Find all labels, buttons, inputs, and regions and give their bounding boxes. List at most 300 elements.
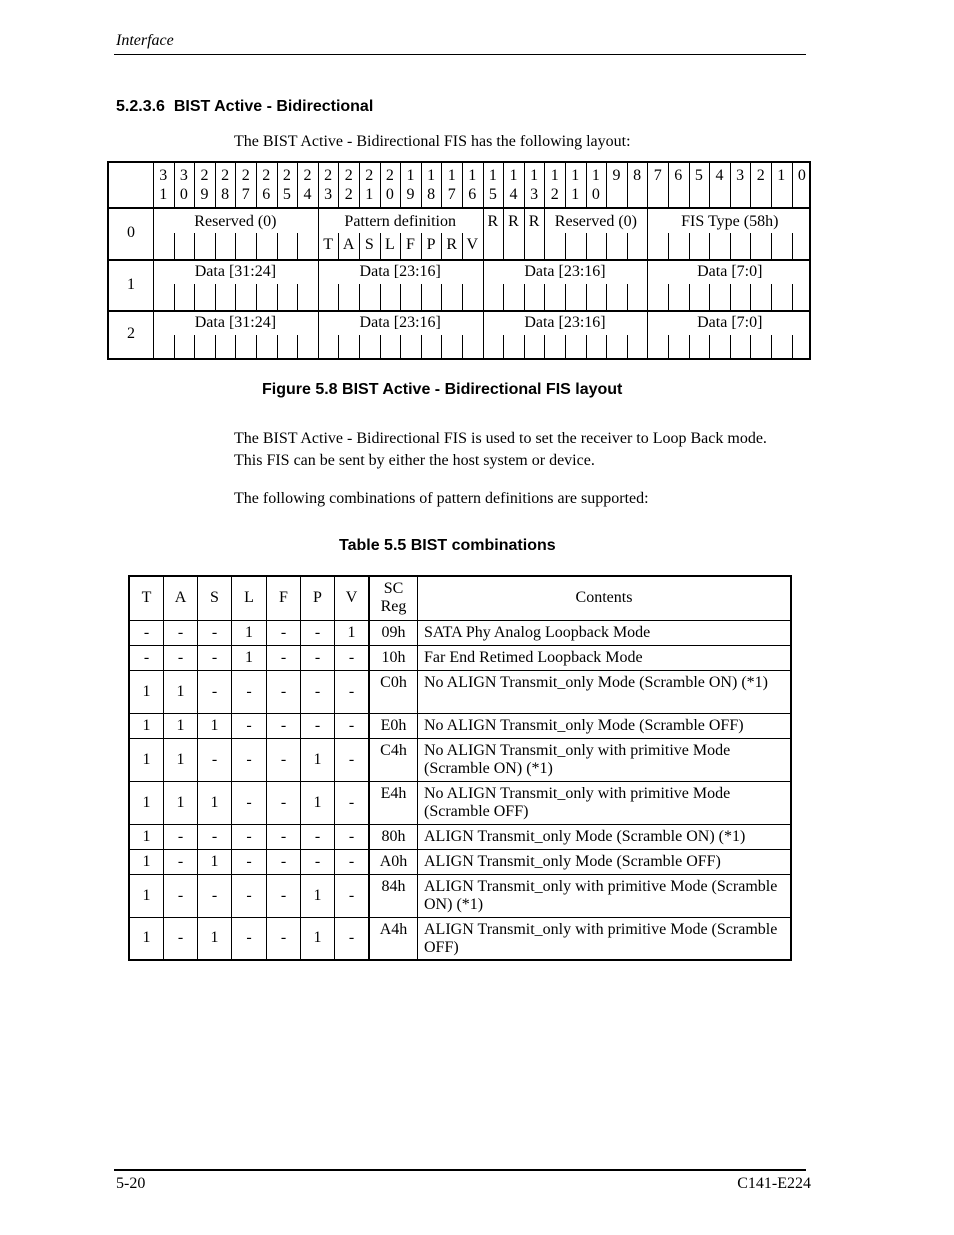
bit-tick xyxy=(689,284,690,310)
bit-tick xyxy=(627,335,628,358)
cell-s: 1 xyxy=(198,781,232,824)
bit-digit: 6 xyxy=(674,167,683,184)
dword-label: 1 xyxy=(127,275,135,293)
bit-number xyxy=(709,166,730,185)
bit-tick xyxy=(359,284,360,310)
bit-number xyxy=(524,166,545,204)
bit-tick xyxy=(215,233,216,259)
cell-v: - xyxy=(335,645,370,670)
bit-tick xyxy=(606,335,607,358)
cell-t: 1 xyxy=(129,781,164,824)
bit-column-line xyxy=(421,163,422,207)
bit-tick xyxy=(359,233,360,259)
bit-column-line xyxy=(462,163,463,207)
cell-a: 1 xyxy=(164,713,198,738)
bit-tick xyxy=(297,335,298,358)
bit-tick xyxy=(174,284,175,310)
bit-tick xyxy=(627,284,628,310)
bit-tick xyxy=(297,284,298,310)
field-data: Data [31:24] xyxy=(194,263,277,280)
bit-digit: 7 xyxy=(241,186,250,203)
cell-f: - xyxy=(267,670,301,713)
pattern-bit: P xyxy=(426,236,436,253)
cell-sc-reg: A4h xyxy=(369,917,418,960)
bit-number xyxy=(277,166,298,204)
bit-digit: 9 xyxy=(612,167,621,184)
pattern-bit: L xyxy=(385,236,395,253)
bit-digit: 2 xyxy=(756,167,765,184)
bit-column-line xyxy=(256,163,257,207)
bit-digit: 1 xyxy=(591,167,600,184)
cell-a: - xyxy=(164,849,198,874)
bit-tick xyxy=(730,335,731,358)
cell-l: - xyxy=(232,670,267,713)
bit-tick xyxy=(709,233,710,259)
section-heading xyxy=(116,98,373,116)
cell-p: - xyxy=(301,713,335,738)
bit-number xyxy=(586,166,607,204)
cell-v: - xyxy=(335,713,370,738)
field-data: Data [23:16] xyxy=(524,314,606,331)
bit-column-line xyxy=(277,163,278,207)
cell-l: - xyxy=(232,738,267,781)
field-reserved-low: Reserved (0) xyxy=(554,213,637,230)
cell-sc-reg: 84h xyxy=(369,874,418,917)
bit-tick xyxy=(174,335,175,358)
bit-tick xyxy=(668,284,669,310)
pattern-bit: A xyxy=(342,236,355,253)
bit-digit: 8 xyxy=(221,186,230,203)
bit-digit: 2 xyxy=(324,167,333,184)
cell-a: - xyxy=(164,645,198,670)
bit-tick xyxy=(359,335,360,358)
bit-column-line xyxy=(503,207,504,259)
section-number: 5.2.3.6 xyxy=(116,98,165,115)
bit-digit: 1 xyxy=(530,167,539,184)
bit-number xyxy=(318,166,339,204)
bit-tick xyxy=(174,233,175,259)
bit-digit: 1 xyxy=(365,186,374,203)
cell-t: 1 xyxy=(129,670,164,713)
bit-tick xyxy=(235,233,236,259)
field-data: Data [23:16] xyxy=(524,263,606,280)
bit-tick xyxy=(586,233,587,259)
bit-number xyxy=(153,166,174,204)
bit-column-line xyxy=(235,163,236,207)
bit-tick xyxy=(565,233,566,259)
cell-f: - xyxy=(267,874,301,917)
running-header: Interface xyxy=(116,32,174,49)
bit-digit: 2 xyxy=(221,167,230,184)
field-data: Data [23:16] xyxy=(359,263,441,280)
bit-tick xyxy=(750,284,751,310)
table-row xyxy=(129,849,791,874)
bit-tick xyxy=(792,233,793,259)
cell-p: 1 xyxy=(301,874,335,917)
cell-contents: No ALIGN Transmit_only Mode (Scramble OFF) xyxy=(418,713,792,738)
bit-tick xyxy=(441,233,442,259)
bit-digit: 5 xyxy=(282,186,291,203)
bit-tick xyxy=(277,335,278,358)
cell-p: 1 xyxy=(301,738,335,781)
cell-contents: SATA Phy Analog Loopback Mode xyxy=(418,620,792,645)
cell-l: - xyxy=(232,824,267,849)
cell-t: 1 xyxy=(129,824,164,849)
cell-v: - xyxy=(335,670,370,713)
bit-column-line xyxy=(730,163,731,207)
bit-tick xyxy=(730,284,731,310)
table-caption: Table 5.5 BIST combinations xyxy=(339,537,556,554)
bit-tick xyxy=(380,284,381,310)
header-l: L xyxy=(232,576,267,620)
bit-digit: 1 xyxy=(427,167,436,184)
bit-digit: 4 xyxy=(715,167,724,184)
cell-s: 1 xyxy=(198,713,232,738)
field-reserved-high: Reserved (0) xyxy=(194,213,277,230)
header-a: A xyxy=(164,576,198,620)
bit-number xyxy=(647,166,668,185)
row-divider xyxy=(109,259,809,261)
bit-tick xyxy=(462,284,463,310)
pattern-bit: T xyxy=(323,236,333,253)
bit-tick xyxy=(297,233,298,259)
cell-contents: No ALIGN Transmit_only with primitive Mode (Scramble OFF) xyxy=(418,781,792,824)
bit-column-line xyxy=(647,163,648,207)
bit-column-line xyxy=(586,163,587,207)
bit-number xyxy=(400,166,421,204)
cell-s: - xyxy=(198,645,232,670)
row-divider xyxy=(109,207,809,209)
cell-a: - xyxy=(164,917,198,960)
bit-tick xyxy=(709,335,710,358)
cell-contents: ALIGN Transmit_only Mode (Scramble OFF) xyxy=(418,849,792,874)
bit-number xyxy=(668,166,689,185)
header-sc-reg-text: SC Reg xyxy=(380,580,407,616)
bit-column-line xyxy=(441,163,442,207)
bit-digit: 7 xyxy=(653,167,662,184)
bit-digit: 3 xyxy=(324,186,333,203)
field-r-bit: R xyxy=(487,213,499,230)
bit-digit: 4 xyxy=(303,186,312,203)
cell-l: - xyxy=(232,917,267,960)
field-data: Data [7:0] xyxy=(697,314,763,331)
cell-a: 1 xyxy=(164,738,198,781)
bit-tick xyxy=(462,335,463,358)
cell-contents: ALIGN Transmit_only with primitive Mode (Scramble OFF) xyxy=(418,917,792,960)
cell-t: 1 xyxy=(129,917,164,960)
cell-t: 1 xyxy=(129,713,164,738)
cell-f: - xyxy=(267,620,301,645)
bit-digit: 1 xyxy=(571,186,580,203)
bit-column-line xyxy=(503,163,504,207)
bist-combinations-table xyxy=(128,575,792,961)
bit-tick xyxy=(380,335,381,358)
header-t: T xyxy=(129,576,164,620)
bit-digit: 2 xyxy=(344,186,353,203)
paragraph-description: The BIST Active - Bidirectional FIS is used to set the receiver to Loop Back mode. This FIS can be sent by either the host system or device. xyxy=(234,430,767,469)
bit-number xyxy=(235,166,256,204)
bit-tick xyxy=(338,284,339,310)
cell-f: - xyxy=(267,645,301,670)
paragraph-combinations: The following combinations of pattern definitions are supported: xyxy=(234,490,649,507)
bit-column-line xyxy=(338,163,339,207)
header-contents: Contents xyxy=(418,576,792,620)
cell-s: - xyxy=(198,738,232,781)
field-fis-type: FIS Type (58h) xyxy=(681,213,779,230)
bit-tick xyxy=(606,284,607,310)
table-row xyxy=(129,917,791,960)
cell-p: 1 xyxy=(301,917,335,960)
bit-digit: 3 xyxy=(179,167,188,184)
field-r-bit: R xyxy=(528,213,540,230)
cell-p: 1 xyxy=(301,781,335,824)
bit-number xyxy=(792,166,813,185)
field-pattern-definition: Pattern definition xyxy=(344,213,456,230)
bit-tick xyxy=(421,233,422,259)
fis-layout-diagram xyxy=(107,161,811,360)
table-row xyxy=(129,738,791,781)
bit-digit: 0 xyxy=(385,186,394,203)
bit-column-line xyxy=(215,163,216,207)
bit-digit: 5 xyxy=(694,167,703,184)
bit-tick xyxy=(792,284,793,310)
bit-tick xyxy=(194,284,195,310)
cell-t: - xyxy=(129,645,164,670)
bit-number xyxy=(380,166,401,204)
cell-l: 1 xyxy=(232,645,267,670)
bit-digit: 1 xyxy=(777,167,786,184)
bit-number xyxy=(421,166,442,204)
cell-contents: ALIGN Transmit_only Mode (Scramble ON) (*1) xyxy=(418,824,792,849)
bit-digit: 2 xyxy=(262,167,271,184)
table-row xyxy=(129,713,791,738)
bit-digit: 1 xyxy=(468,167,477,184)
header-f: F xyxy=(267,576,301,620)
table-header-row xyxy=(129,576,791,620)
bit-tick xyxy=(256,233,257,259)
bit-column-line xyxy=(565,163,566,207)
cell-f: - xyxy=(267,781,301,824)
pattern-bit: F xyxy=(406,236,415,253)
bit-digit: 8 xyxy=(427,186,436,203)
bit-tick xyxy=(441,284,442,310)
bit-tick xyxy=(689,233,690,259)
cell-sc-reg: C0h xyxy=(369,670,418,713)
bit-tick xyxy=(771,335,772,358)
cell-a: 1 xyxy=(164,781,198,824)
bit-number xyxy=(689,166,710,185)
bit-digit: 3 xyxy=(530,186,539,203)
bit-column-line xyxy=(359,163,360,207)
bit-digit: 2 xyxy=(550,186,559,203)
cell-contents: No ALIGN Transmit_only with primitive Mode (Scramble ON) (*1) xyxy=(418,738,792,781)
footer-rule xyxy=(114,1169,806,1171)
bit-digit: 0 xyxy=(179,186,188,203)
header-v: V xyxy=(335,576,370,620)
bit-tick xyxy=(215,335,216,358)
cell-f: - xyxy=(267,738,301,781)
cell-sc-reg: E0h xyxy=(369,713,418,738)
bit-digit: 8 xyxy=(633,167,642,184)
bit-tick xyxy=(771,233,772,259)
page-number: 5-20 xyxy=(116,1175,146,1192)
bit-tick xyxy=(215,284,216,310)
cell-v: - xyxy=(335,874,370,917)
bit-digit: 3 xyxy=(736,167,745,184)
pattern-bit: S xyxy=(364,236,374,253)
cell-p: - xyxy=(301,849,335,874)
bit-column-line xyxy=(174,163,175,207)
cell-l: - xyxy=(232,849,267,874)
bit-column-line xyxy=(771,163,772,207)
bit-tick xyxy=(524,335,525,358)
bit-tick xyxy=(441,335,442,358)
field-data: Data [7:0] xyxy=(697,263,763,280)
bit-tick xyxy=(380,233,381,259)
cell-s: - xyxy=(198,620,232,645)
bit-digit: 2 xyxy=(365,167,374,184)
cell-f: - xyxy=(267,713,301,738)
bit-column-line xyxy=(606,163,607,207)
bit-column-line xyxy=(194,163,195,207)
intro-text: The BIST Active - Bidirectional FIS has the following layout: xyxy=(234,133,631,150)
row-divider xyxy=(109,310,809,312)
bit-digit: 6 xyxy=(468,186,477,203)
dword-label: 2 xyxy=(127,325,135,342)
cell-l: - xyxy=(232,713,267,738)
bit-tick xyxy=(400,233,401,259)
cell-f: - xyxy=(267,849,301,874)
cell-sc-reg: E4h xyxy=(369,781,418,824)
bit-tick xyxy=(750,233,751,259)
bit-tick xyxy=(194,233,195,259)
cell-sc-reg: 09h xyxy=(369,620,418,645)
bit-digit: 2 xyxy=(385,167,394,184)
bit-digit: 1 xyxy=(488,167,497,184)
cell-p: - xyxy=(301,620,335,645)
bit-column-line xyxy=(524,207,525,259)
bit-tick xyxy=(709,284,710,310)
bit-column-line xyxy=(318,163,319,207)
bit-tick xyxy=(235,284,236,310)
document-id: C141-E224 xyxy=(737,1175,811,1192)
bit-number xyxy=(483,166,504,204)
cell-f: - xyxy=(267,824,301,849)
cell-v: - xyxy=(335,781,370,824)
field-data: Data [31:24] xyxy=(194,314,277,331)
cell-sc-reg: A0h xyxy=(369,849,418,874)
cell-v: - xyxy=(335,849,370,874)
cell-sc-reg: 80h xyxy=(369,824,418,849)
cell-s: - xyxy=(198,874,232,917)
bit-digit: 1 xyxy=(550,167,559,184)
cell-s: - xyxy=(198,824,232,849)
bit-tick xyxy=(503,284,504,310)
cell-v: - xyxy=(335,824,370,849)
bit-tick xyxy=(565,335,566,358)
bit-column-line xyxy=(668,163,669,207)
bit-number xyxy=(297,166,318,204)
cell-t: 1 xyxy=(129,874,164,917)
cell-v: 1 xyxy=(335,620,370,645)
bit-number xyxy=(503,166,524,204)
bit-column-line xyxy=(380,163,381,207)
bit-tick xyxy=(524,284,525,310)
cell-s: - xyxy=(198,670,232,713)
bit-number xyxy=(730,166,751,185)
bit-tick xyxy=(565,284,566,310)
bit-digit: 2 xyxy=(241,167,250,184)
bit-number xyxy=(462,166,483,204)
field-data: Data [23:16] xyxy=(359,314,441,331)
bit-tick xyxy=(544,284,545,310)
bit-number xyxy=(338,166,359,204)
bit-tick xyxy=(792,335,793,358)
bit-column-line xyxy=(297,163,298,207)
bit-column-line xyxy=(689,163,690,207)
bit-digit: 2 xyxy=(282,167,291,184)
bit-digit: 1 xyxy=(509,167,518,184)
bit-tick xyxy=(194,335,195,358)
bit-tick xyxy=(668,335,669,358)
cell-s: 1 xyxy=(198,917,232,960)
bit-tick xyxy=(627,233,628,259)
bit-column-line xyxy=(400,163,401,207)
bit-tick xyxy=(668,233,669,259)
bit-number xyxy=(606,166,627,185)
bit-tick xyxy=(400,335,401,358)
bit-tick xyxy=(421,284,422,310)
bit-number xyxy=(627,166,648,185)
bit-digit: 9 xyxy=(200,186,209,203)
bit-digit: 4 xyxy=(509,186,518,203)
cell-sc-reg: C4h xyxy=(369,738,418,781)
bit-column-line xyxy=(544,163,545,207)
bit-digit: 2 xyxy=(200,167,209,184)
cell-p: - xyxy=(301,645,335,670)
bit-digit: 1 xyxy=(406,167,415,184)
cell-contents: No ALIGN Transmit_only Mode (Scramble ON) (*1) xyxy=(418,670,792,713)
bit-digit: 1 xyxy=(571,167,580,184)
table-row xyxy=(129,670,791,713)
table-row xyxy=(129,781,791,824)
bit-tick xyxy=(544,335,545,358)
bit-column-line xyxy=(524,163,525,207)
bit-tick xyxy=(256,284,257,310)
bit-digit: 7 xyxy=(447,186,456,203)
cell-a: 1 xyxy=(164,670,198,713)
bit-number xyxy=(215,166,236,204)
cell-a: - xyxy=(164,620,198,645)
cell-contents: Far End Retimed Loopback Mode xyxy=(418,645,792,670)
bit-digit: 0 xyxy=(591,186,600,203)
bit-number xyxy=(441,166,462,204)
bit-digit: 2 xyxy=(303,167,312,184)
pattern-bit: R xyxy=(446,236,458,253)
header-rule xyxy=(114,54,806,55)
cell-f: - xyxy=(267,917,301,960)
bit-tick xyxy=(503,335,504,358)
bit-number xyxy=(194,166,215,204)
bit-column-line xyxy=(483,163,484,207)
bit-number xyxy=(256,166,277,204)
cell-t: 1 xyxy=(129,849,164,874)
bit-digit: 6 xyxy=(262,186,271,203)
bit-tick xyxy=(235,335,236,358)
cell-t: 1 xyxy=(129,738,164,781)
bit-column-line xyxy=(750,163,751,207)
bit-number xyxy=(750,166,771,185)
